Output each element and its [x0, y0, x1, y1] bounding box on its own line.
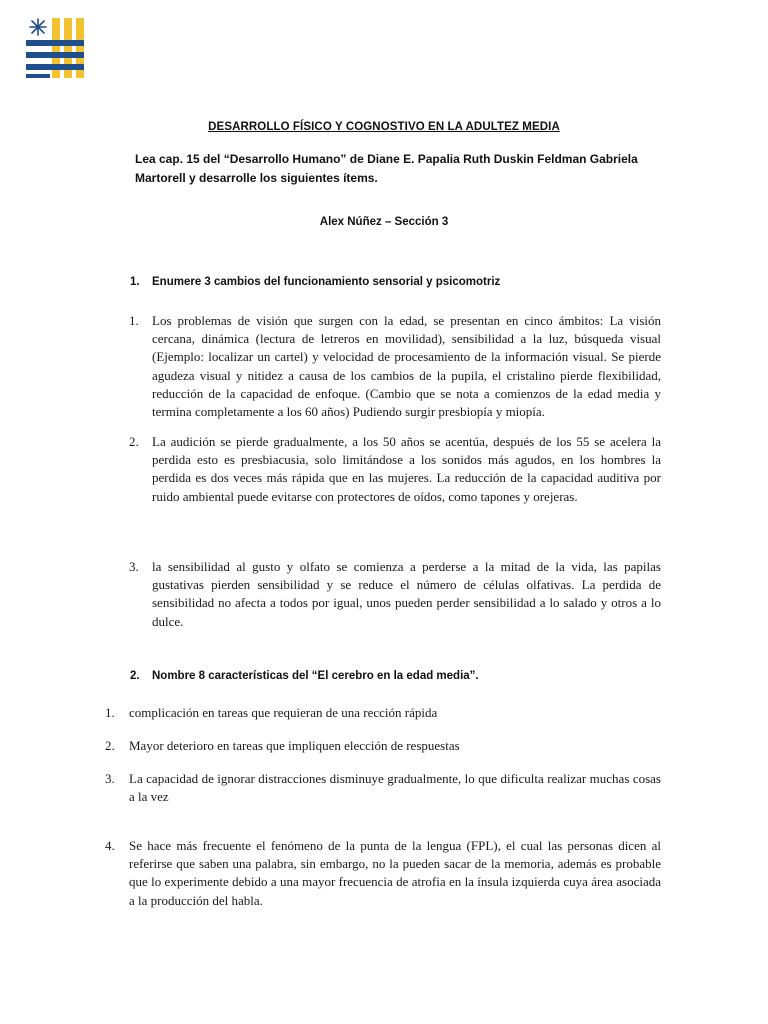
item-text: Los problemas de visión que surgen con la edad, se presentan en cinco ámbitos: La visión cercana, dinámica (lectura de letreros en movilidad), sensibilidad a la luz, búsqueda visual (Ejemplo: localizar un cartel) y velocidad de procesamiento de la información visual. Se pierde agudeza visual y nitidez a causa de los cambios de la pupila, el cristalino pierde flexibilidad, reducción de la capacidad de enfoque. (Cambio que se nota a comienzos de la edad media y termina completamente a los 60 años) Pudiendo surgir presbiopía y miopía.: [152, 313, 661, 420]
answer-item: [105, 837, 661, 910]
item-number: 2.: [105, 738, 115, 753]
item-text: La audición se pierde gradualmente, a los 50 años se acentúa, después de los 55 se acelera la perdida esto es presbiacusia, solo limitándose a los sonidos más agudos, en los hombres la perdida es dos veces más rápida que en las mujeres. La reducción de la capacidad auditiva por ruido ambiental puede evitarse con protectores de oídos, como tapones y orejeras.: [152, 434, 661, 504]
question-1-heading: [130, 276, 690, 288]
question-number: 2.: [130, 670, 140, 682]
answer-item: [105, 704, 661, 722]
item-number: 4.: [105, 838, 115, 853]
item-number: 2.: [129, 434, 139, 449]
answer-item: [129, 433, 661, 506]
question-number: 1.: [130, 276, 140, 288]
question-2-heading: [130, 670, 690, 682]
answer-item: [129, 312, 661, 421]
document-title: DESARROLLO FÍSICO Y COGNOSTIVO EN LA ADULTEZ MEDIA: [208, 121, 560, 133]
item-number: 1.: [105, 705, 115, 720]
answer-item: [129, 558, 661, 631]
item-text: la sensibilidad al gusto y olfato se comienza a perderse a la mitad de la vida, las papilas gustativas pierden sensibilidad y se reduce el número de células olfativas. La perdida de sensibilidad no afecta a todos por igual, unos pueden perder sensibilidad a lo salado y otros a lo dulce.: [152, 559, 661, 629]
item-number: 3.: [129, 559, 139, 574]
author-line: Alex Núñez – Sección 3: [319, 216, 449, 228]
answer-item: [105, 737, 661, 755]
item-number: 1.: [129, 313, 139, 328]
item-text: Mayor deterioro en tareas que impliquen elección de respuestas: [129, 738, 460, 753]
question-text: Nombre 8 características del “El cerebro en la edad media”.: [152, 670, 479, 682]
item-number: 3.: [105, 771, 115, 786]
answer-item: [105, 770, 661, 806]
item-text: La capacidad de ignorar distracciones disminuye gradualmente, lo que dificulta realizar muchas cosas a la vez: [129, 771, 661, 805]
item-text: Se hace más frecuente el fenómeno de la punta de la lengua (FPL), el cual las personas dicen al referirse que saben una palabra, sin embargo, no la pueden sacar de la memoria, además es probable que lo experimente debido a una mayor frecuencia de atrofia en la ínsula izquierda cuya área asociada a la producción del habla.: [129, 838, 661, 908]
instructions: Lea cap. 15 del “Desarrollo Humano” de Diane E. Papalia Ruth Duskin Feldman Gabriela Martorell y desarrolle los siguientes ítems.: [135, 152, 638, 185]
item-text: complicación en tareas que requieran de una rección rápida: [129, 705, 438, 720]
university-logo: [26, 18, 84, 80]
question-text: Enumere 3 cambios del funcionamiento sensorial y psicomotriz: [152, 276, 501, 288]
